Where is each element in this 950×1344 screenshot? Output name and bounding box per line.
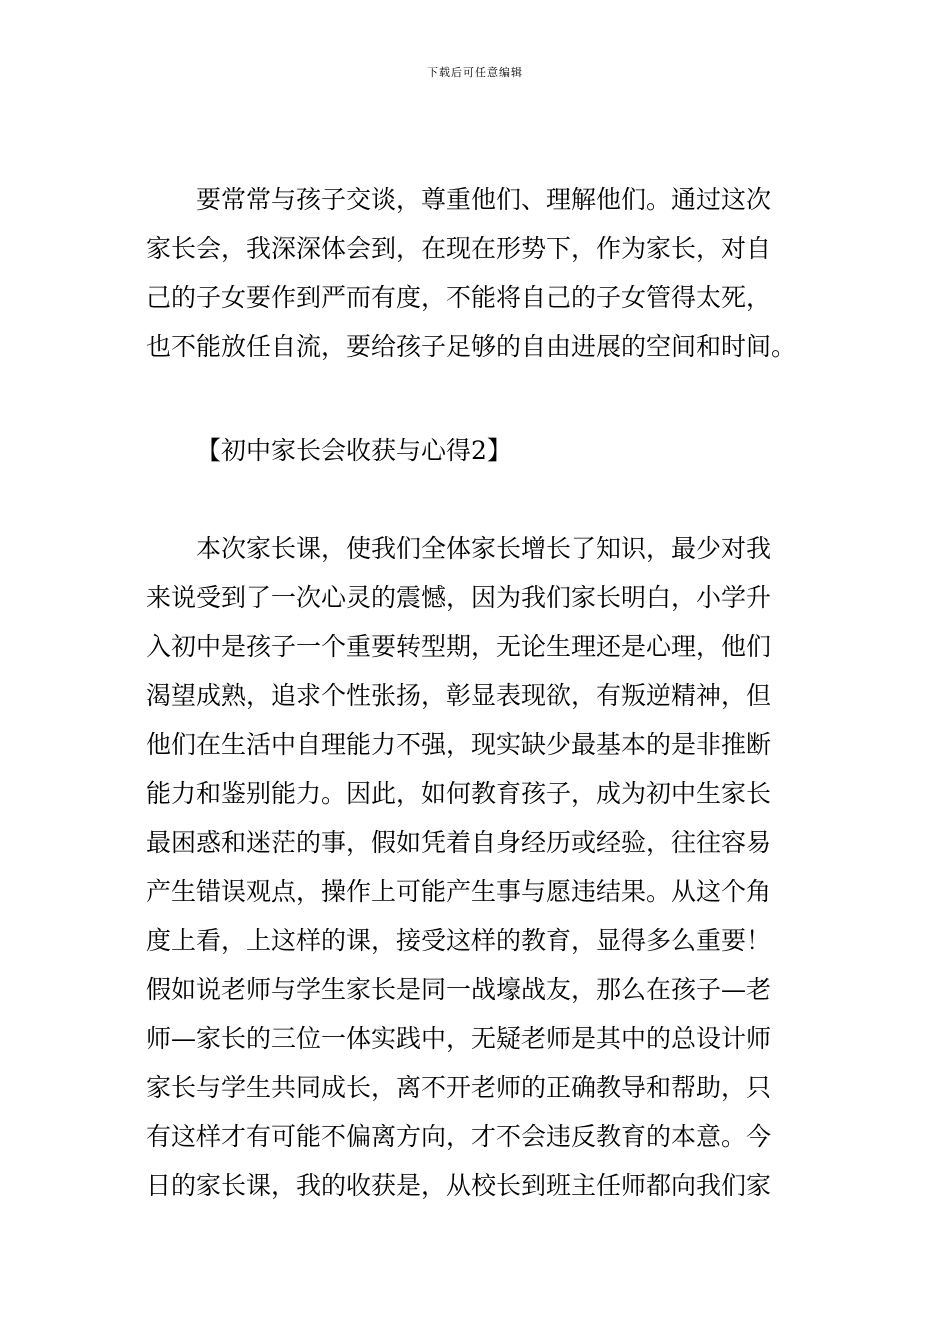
paragraph-line: 日的家长课，我的收获是，从校长到班主任师都向我们家 (146, 1171, 772, 1200)
paragraph-line: 最困惑和迷茫的事，假如凭着自身经历或经验，往往容易 (146, 828, 772, 857)
paragraph-line: 本次家长课，使我们全体家长增长了知识，最少对我 (146, 534, 772, 563)
paragraph-line: 家长与学生共同成长，离不开老师的正确教导和帮助，只 (146, 1073, 772, 1102)
paragraph-line: 能力和鉴别能力。因此，如何教育孩子，成为初中生家长 (146, 779, 772, 808)
paragraph-line: 来说受到了一次心灵的震憾，因为我们家长明白，小学升 (146, 583, 772, 612)
paragraph-line: 他们在生活中自理能力不强，现实缺少最基本的是非推断 (146, 730, 772, 759)
paragraph-line: 入初中是孩子一个重要转型期，无论生理还是心理，他们 (146, 632, 772, 661)
section-heading: 【初中家长会收获与心得2】 (196, 436, 512, 465)
paragraph-line: 产生错误观点，操作上可能产生事与愿违结果。从这个角 (146, 877, 772, 906)
paragraph-line: 师—家长的三位一体实践中，无疑老师是其中的总设计师 (146, 1024, 772, 1053)
paragraph-line: 也不能放任自流，要给孩子足够的自由进展的空间和时间。 (146, 332, 797, 361)
page-header: 下载后可任意编辑 (427, 66, 523, 79)
paragraph-1 (146, 175, 810, 371)
paragraph-line: 有这样才有可能不偏离方向，才不会违反教育的本意。今 (146, 1122, 772, 1151)
paragraph-line: 要常常与孩子交谈，尊重他们、理解他们。通过这次 (146, 185, 772, 214)
paragraph-line: 渴望成熟，追求个性张扬，彰显表现欲，有叛逆精神，但 (146, 681, 772, 710)
paragraph-line: 假如说老师与学生家长是同一战壕战友，那么在孩子—老 (146, 975, 772, 1004)
paragraph-2 (146, 524, 810, 1210)
paragraph-line: 度上看，上这样的课，接受这样的教育，显得多么重要！ (146, 926, 772, 955)
paragraph-line: 己的子女要作到严而有度，不能将自己的子女管得太死， (146, 283, 772, 312)
paragraph-line: 家长会，我深深体会到，在现在形势下，作为家长，对自 (146, 234, 772, 263)
